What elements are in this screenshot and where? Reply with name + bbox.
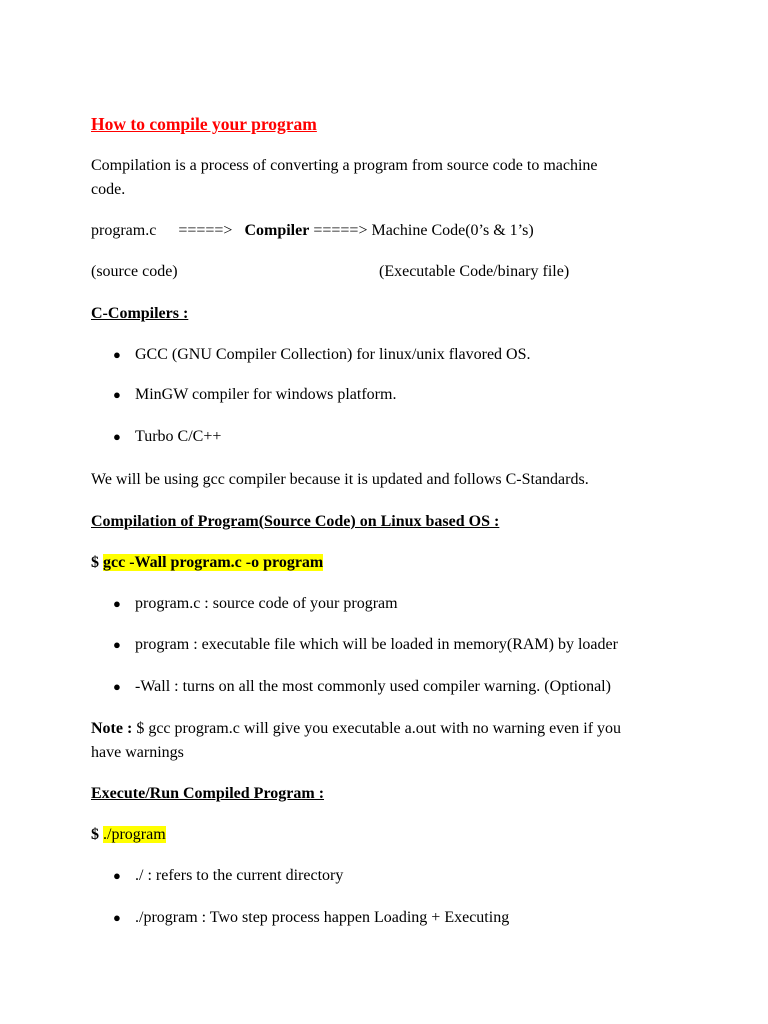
bullet-icon: ● (113, 868, 121, 883)
shell-prompt: $ (91, 554, 103, 571)
list-item: MinGW compiler for windows platform. (135, 386, 397, 403)
list-item: program.c : source code of your program (135, 595, 398, 612)
flow-machine-code: Machine Code(0’s & 1’s) (371, 222, 534, 239)
flow-source: program.c (91, 222, 157, 239)
bullet-icon: ● (113, 429, 121, 444)
flow-arrow-2: =====> (313, 222, 368, 239)
bullet-icon: ● (113, 637, 121, 652)
flow-arrow-1: =====> (178, 222, 233, 239)
compile-command-line (91, 553, 323, 573)
page-title: How to compile your program (91, 114, 317, 134)
list-item: ./program : Two step process happen Loading + Executing (135, 909, 510, 926)
flow-label-executable: (Executable Code/binary file) (379, 263, 570, 280)
flow-row (91, 221, 534, 241)
execute-command: ./program (103, 826, 166, 843)
intro-line-2: code. (91, 181, 126, 198)
bullet-icon: ● (113, 387, 121, 402)
list-item: program : executable file which will be loaded in memory(RAM) by loader (135, 636, 618, 653)
shell-prompt: $ (91, 826, 103, 843)
note-text: $ gcc program.c will give you executable a.out with no warning even if you (132, 720, 622, 737)
bullet-icon: ● (113, 347, 121, 362)
compile-heading: Compilation of Program(Source Code) on Linux based OS : (91, 513, 500, 530)
execute-heading: Execute/Run Compiled Program : (91, 785, 325, 802)
intro-line-1: Compilation is a process of converting a program from source code to machine (91, 157, 598, 174)
list-item: ./ : refers to the current directory (135, 867, 344, 884)
note-label: Note : (91, 720, 133, 737)
compile-command: gcc -Wall program.c -o program (103, 554, 324, 571)
list-item: GCC (GNU Compiler Collection) for linux/unix flavored OS. (135, 346, 531, 363)
note-line-1 (91, 719, 621, 739)
bullet-icon: ● (113, 596, 121, 611)
note-line-2: have warnings (91, 744, 184, 761)
compilers-heading: C-Compilers : (91, 305, 189, 322)
gcc-note: We will be using gcc compiler because it is updated and follows C-Standards. (91, 471, 589, 488)
bullet-icon: ● (113, 679, 121, 694)
flow-label-source: (source code) (91, 263, 178, 280)
list-item: -Wall : turns on all the most commonly used compiler warning. (Optional) (135, 678, 611, 695)
execute-command-line (91, 825, 166, 845)
list-item: Turbo C/C++ (135, 428, 222, 445)
flow-compiler: Compiler (244, 222, 310, 239)
bullet-icon: ● (113, 910, 121, 925)
